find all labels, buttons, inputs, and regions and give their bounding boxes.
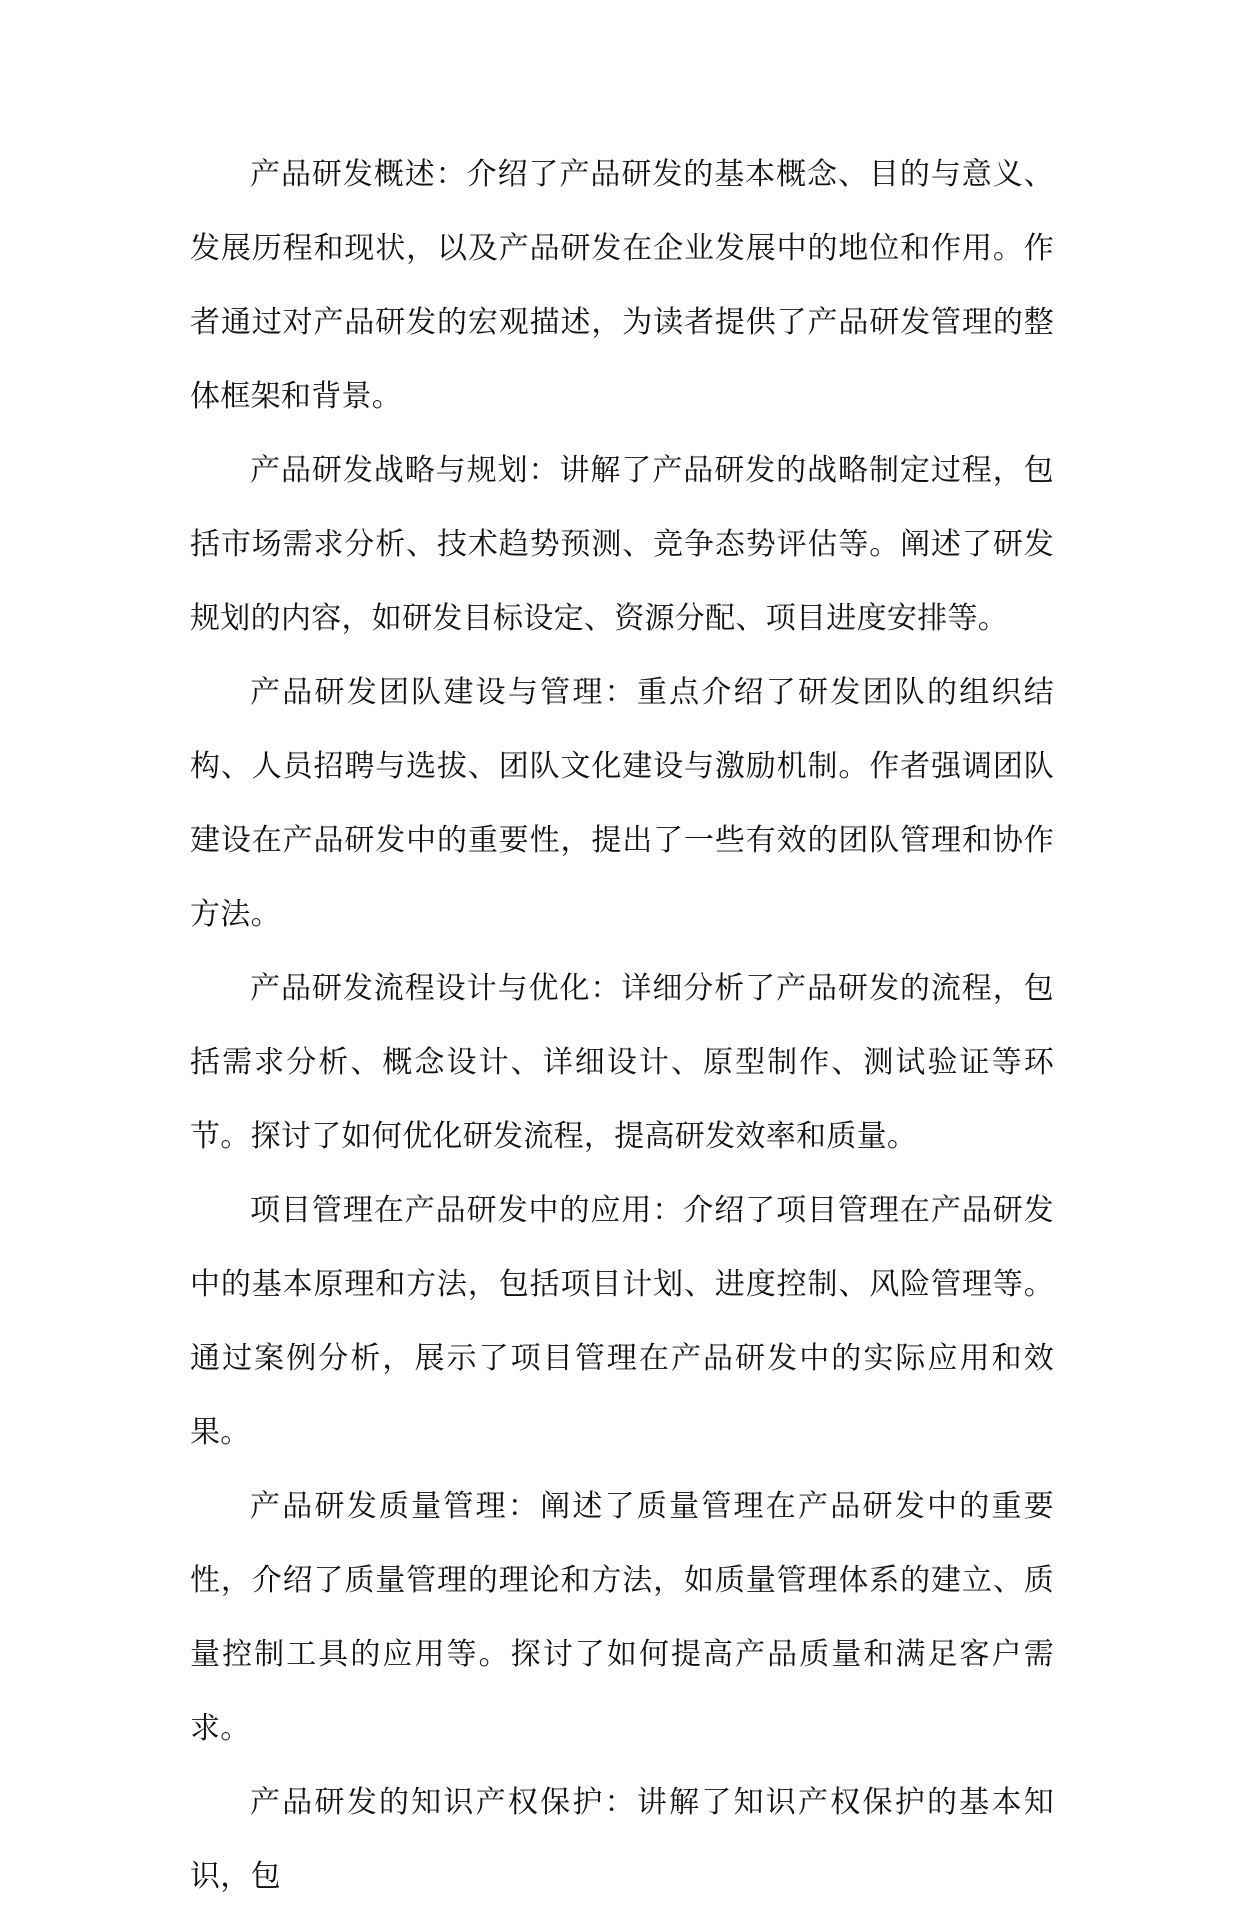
paragraph-project-management: 项目管理在产品研发中的应用：介绍了项目管理在产品研发中的基本原理和方法，包括项目计划、进度控制、风险管理等。通过案例分析，展示了项目管理在产品研发中的实际应用和效果。 <box>190 1193 1054 1450</box>
document-body <box>190 138 1054 1914</box>
paragraph-strategy: 产品研发战略与规划：讲解了产品研发的战略制定过程，包括市场需求分析、技术趋势预测、竞争态势评估等。阐述了研发规划的内容，如研发目标设定、资源分配、项目进度安排等。 <box>190 453 1054 636</box>
paragraph-overview: 产品研发概述：介绍了产品研发的基本概念、目的与意义、发展历程和现状，以及产品研发在企业发展中的地位和作用。作者通过对产品研发的宏观描述，为读者提供了产品研发管理的整体框架和背景。 <box>190 157 1054 414</box>
paragraph-quality: 产品研发质量管理：阐述了质量管理在产品研发中的重要性，介绍了质量管理的理论和方法，如质量管理体系的建立、质量控制工具的应用等。探讨了如何提高产品质量和满足客户需求。 <box>190 1489 1054 1746</box>
paragraph-process: 产品研发流程设计与优化：详细分析了产品研发的流程，包括需求分析、概念设计、详细设计、原型制作、测试验证等环节。探讨了如何优化研发流程，提高研发效率和质量。 <box>190 971 1054 1154</box>
paragraph-team: 产品研发团队建设与管理：重点介绍了研发团队的组织结构、人员招聘与选拔、团队文化建设与激励机制。作者强调团队建设在产品研发中的重要性，提出了一些有效的团队管理和协作方法。 <box>190 675 1054 932</box>
paragraph-ip-protection: 产品研发的知识产权保护：讲解了知识产权保护的基本知识，包 <box>190 1785 1054 1894</box>
